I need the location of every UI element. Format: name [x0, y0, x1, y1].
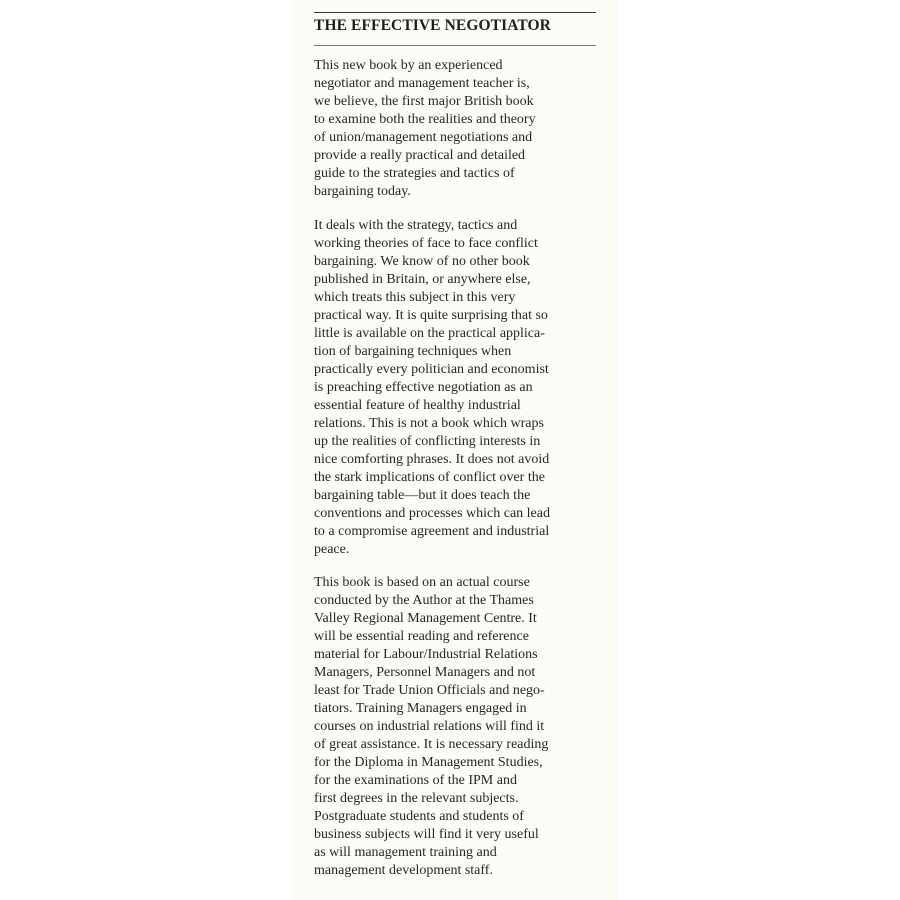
text-line: for the examinations of the IPM and: [314, 773, 517, 788]
text-line: This new book by an experienced: [314, 58, 503, 73]
text-line: management development staff.: [314, 863, 493, 878]
text-line: courses on industrial relations will find it: [314, 719, 545, 734]
text-line: provide a really practical and detailed: [314, 148, 526, 163]
text-line: which treats this subject in this very: [314, 290, 516, 305]
text-line: the stark implications of conflict over the: [314, 470, 545, 485]
text-line: relations. This is not a book which wraps: [314, 416, 544, 431]
text-line: Managers, Personnel Managers and not: [314, 665, 536, 680]
top-rule: [314, 12, 596, 13]
page-title: THE EFFECTIVE NEGOTIATOR: [314, 17, 551, 34]
text-line: bargaining. We know of no other book: [314, 254, 530, 269]
text-line: up the realities of conflicting interests in: [314, 434, 541, 449]
text-line: business subjects will find it very useful: [314, 827, 539, 842]
text-line: of great assistance. It is necessary reading: [314, 737, 549, 752]
text-line: we believe, the first major British book: [314, 94, 534, 109]
text-line: of union/management negotiations and: [314, 130, 533, 145]
text-line: practically every politician and economist: [314, 362, 549, 377]
text-line: to a compromise agreement and industrial: [314, 524, 550, 539]
title-underline: [314, 45, 596, 46]
text-line: to examine both the realities and theory: [314, 112, 536, 127]
text-line: bargaining table—but it does teach the: [314, 488, 531, 503]
text-line: little is available on the practical applica-: [314, 326, 545, 341]
text-line: This book is based on an actual course: [314, 575, 530, 590]
text-line: peace.: [314, 542, 350, 557]
text-line: guide to the strategies and tactics of: [314, 166, 515, 181]
text-line: bargaining today.: [314, 184, 411, 199]
text-line: working theories of face to face conflict: [314, 236, 538, 251]
text-line: negotiator and management teacher is,: [314, 76, 530, 91]
text-line: tiators. Training Managers engaged in: [314, 701, 527, 716]
text-line: nice comforting phrases. It does not avoid: [314, 452, 550, 467]
text-line: conventions and processes which can lead: [314, 506, 550, 521]
paragraph-2: [314, 217, 606, 559]
text-line: conducted by the Author at the Thames: [314, 593, 534, 608]
text-line: Postgraduate students and students of: [314, 809, 524, 824]
text-line: is preaching effective negotiation as an: [314, 380, 533, 395]
text-line: essential feature of healthy industrial: [314, 398, 521, 413]
text-line: published in Britain, or anywhere else,: [314, 272, 531, 287]
paragraph-1: [314, 57, 606, 201]
text-line: will be essential reading and reference: [314, 629, 529, 644]
text-line: practical way. It is quite surprising that so: [314, 308, 548, 323]
text-line: for the Diploma in Management Studies,: [314, 755, 543, 770]
text-line: least for Trade Union Officials and nego-: [314, 683, 545, 698]
text-line: It deals with the strategy, tactics and: [314, 218, 518, 233]
text-line: tion of bargaining techniques when: [314, 344, 512, 359]
text-line: material for Labour/Industrial Relations: [314, 647, 538, 662]
paragraph-3: [314, 574, 606, 880]
text-line: Valley Regional Management Centre. It: [314, 611, 537, 626]
text-line: first degrees in the relevant subjects.: [314, 791, 519, 806]
text-line: as will management training and: [314, 845, 497, 860]
